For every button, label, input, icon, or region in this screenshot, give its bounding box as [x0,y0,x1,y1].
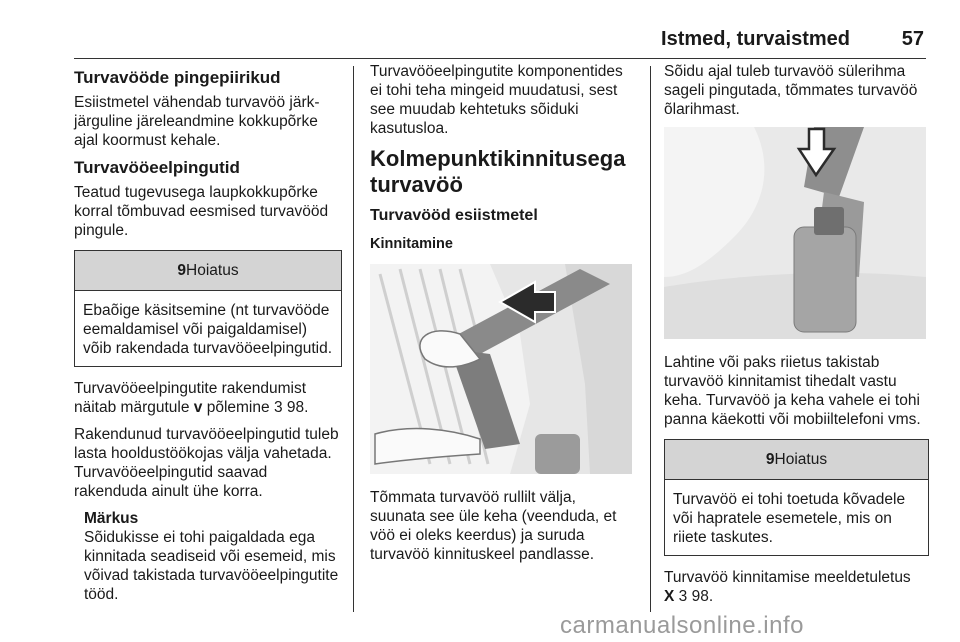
watermark: carmanualsonline.info [560,612,804,639]
heading-fastening: Kinnitamine [370,236,453,252]
seat-belt-fastening-illustration [370,264,632,474]
header-rule [74,58,926,59]
paragraph: Lahtine või paks riietus takistab turvavöö kinnitamist tihedalt vastu keha. Turvavöö ja keha vahele ei tohi panna käekotti või mobiiltelefoni vms. [664,354,921,428]
column-divider-1 [353,66,354,612]
warning-header [75,251,341,291]
heading-belt-force-limiters: Turvavööde pingepiirikud [74,68,281,87]
page-reference-icon: 3 [678,588,688,605]
warning-box [74,250,342,367]
paragraph: Teatud tugevusega laupkokkupõrke korral tõmbuvad eesmised turvavööd pingule. [74,184,329,239]
lap-belt-tightening-illustration [664,127,926,339]
page-reference: 98. [286,399,309,416]
heading-three-point-belt: Kolmepunktikinnitusega turvavöö [370,146,626,197]
note-title: Märkus [84,510,139,527]
paragraph: Esiistmetel vähendab turvavöö järk-järguline järeleandmine kokkupõrke ajal koormust kehale. [74,94,320,149]
warning-icon: 9 [177,262,187,279]
paragraph: Tõmmata turvavöö rullilt välja, suunata see üle keha (veenduda, et vöö ei oleks keerdus) ja suruda turvavöö kinnituskeel pandlasse. [370,489,617,563]
column-divider-2 [650,66,651,612]
warning-title: Hoiatus [774,451,828,468]
airbag-warning-icon: v [193,399,203,416]
page-reference: 98. [691,588,714,605]
paragraph: Turvavööeelpingutite komponentides ei tohi teha mingeid muudatusi, sest see muudab kehtetuks sõiduki kasutusloa. [370,63,623,137]
column-1 [74,62,342,604]
note-text: Sõidukisse ei tohi paigaldada ega kinnitada seadiseid või esemeid, mis võivad takistada turvavööeelpingutite tööd. [84,529,339,603]
paragraph-pretensioner-indicator: Turvavööeelpingutite rakendumist näitab märgutule v põlemine 3 98. [74,380,309,416]
seat-belt-reminder-icon: X [664,588,675,605]
column-2 [370,62,635,572]
paragraph: Sõidu ajal tuleb turvavöö sülerihma sageli pingutada, tõmmates turvavöö õlarihmast. [664,63,918,118]
page-header-title: Istmed, turvaistmed [661,28,850,50]
heading-pretensioners: Turvavööeelpingutid [74,158,240,177]
page-reference-icon: 3 [273,399,283,416]
warning-title: Hoiatus [186,262,239,279]
warning-header [665,440,928,480]
page-number: 57 [901,28,924,50]
heading-front-seat-belts: Turvavööd esiistmetel [370,207,538,224]
paragraph-belt-reminder: Turvavöö kinnitamise meeldetuletus X 3 98. [664,569,911,605]
warning-box [664,439,929,556]
column-3 [664,62,929,614]
warning-text: Turvavöö ei tohi toetuda kõvadele või hapratele esemetele, mis on riiete taskutes. [673,491,906,546]
warning-icon: 9 [765,451,775,468]
paragraph: Rakendunud turvavööeelpingutid tuleb lasta hooldustöökojas välja vahetada. Turvavööeelpingutid saavad rakenduda ainult ühe korra. [74,426,339,500]
note [74,509,342,604]
warning-text: Ebaõige käsitsemine (nt turvavööde eemaldamisel või paigaldamisel) võib rakendada turvavööeelpingutid. [83,302,333,357]
